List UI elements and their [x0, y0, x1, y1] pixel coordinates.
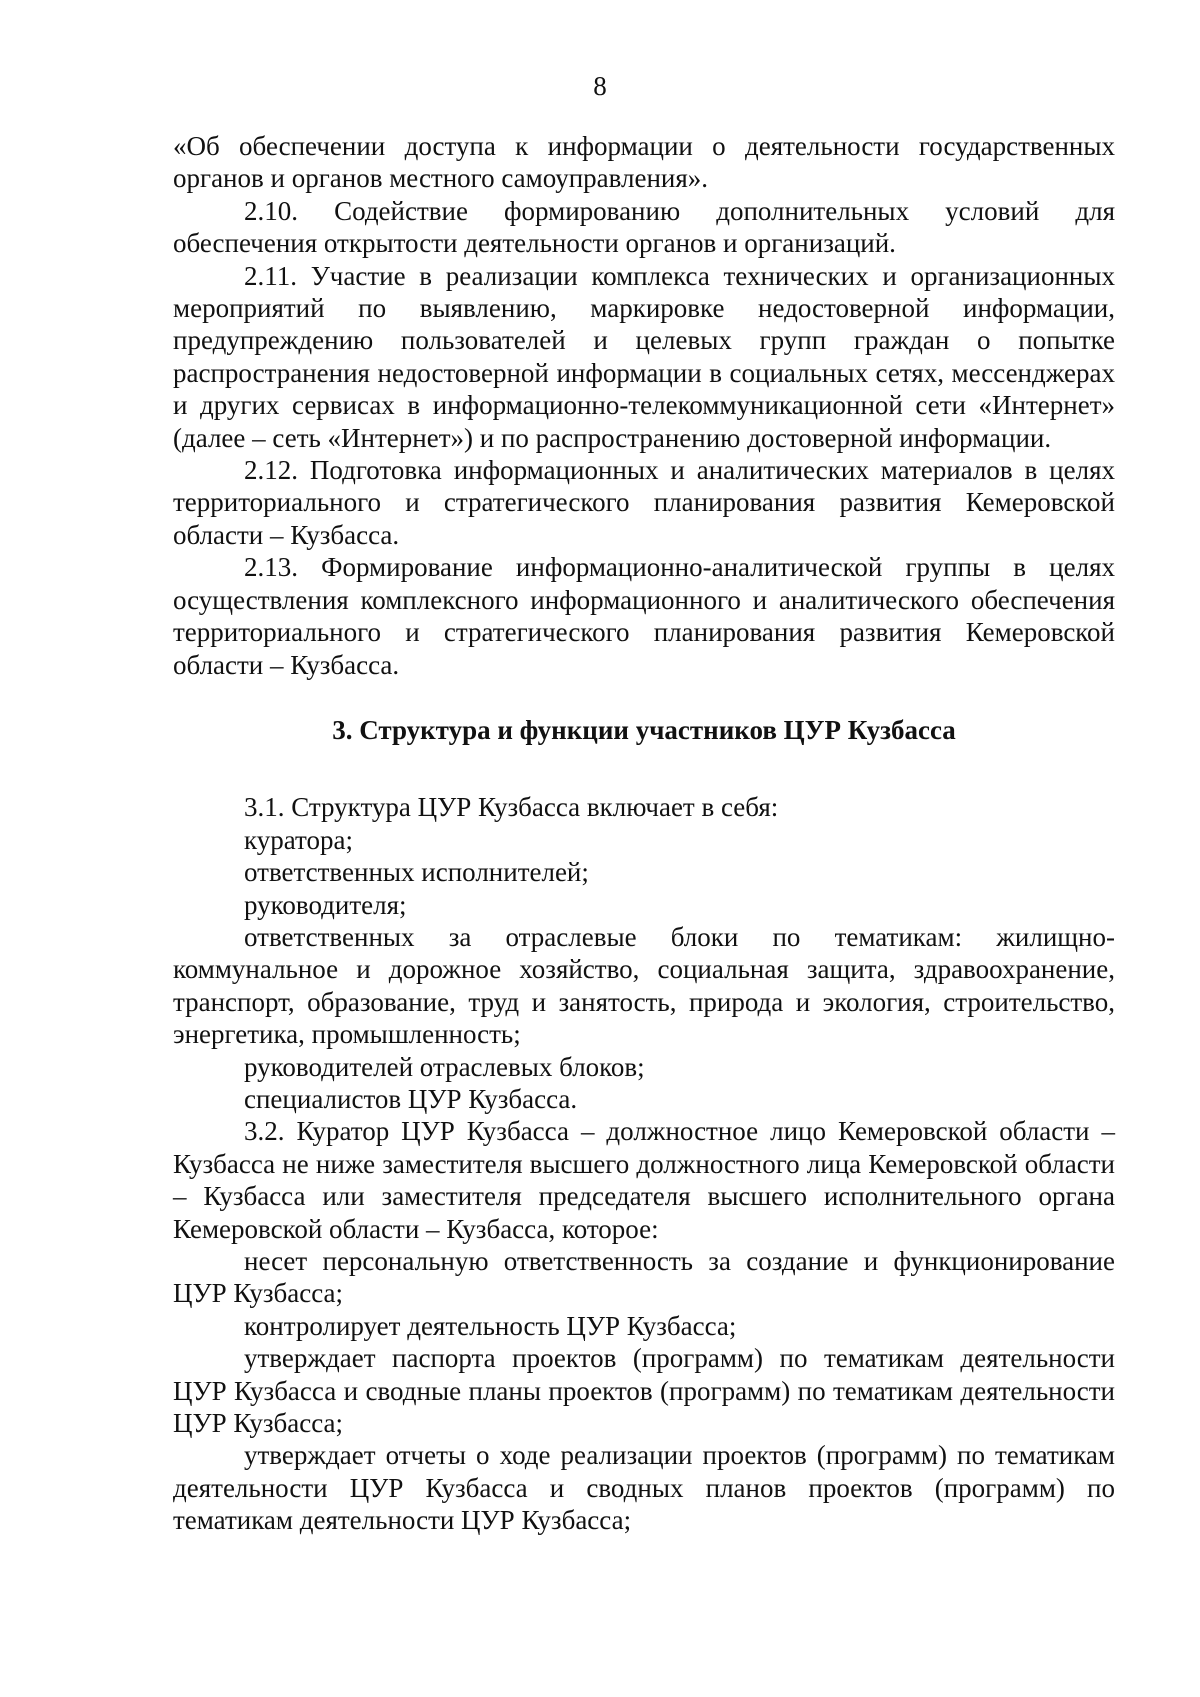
list-item: ответственных исполнителей;: [244, 857, 589, 888]
paragraph: 2.11. Участие в реализации комплекса технических и организационных мероприятий по выявлению, маркировке недостоверной информации, предупреждению пользователей и целевых групп граждан о попытке распространения недостоверной информации в социальных сетях, мессенджерах и других сервисах в информационно-телекоммуникационной сети «Интернет» (далее – сеть «Интернет») и по распространению достоверной информации.: [173, 260, 1115, 453]
paragraph: 2.12. Подготовка информационных и аналитических материалов в целях территориального и стратегического планирования развития Кемеровской области – Кузбасса.: [173, 455, 1115, 550]
list-item: куратора;: [244, 824, 353, 855]
list-item: несет персональную ответственность за создание и функционирование ЦУР Кузбасса;: [173, 1246, 1115, 1309]
list-item: ответственных за отраслевые блоки по тематикам: жилищно-коммунальное и дорожное хозяйство, социальная защита, здравоохранение, транспорт, образование, труд и занятость, природа и экология, строительство, энергетика, промышленность;: [173, 921, 1115, 1050]
section-3-body: [173, 791, 1115, 1536]
section-2-continuation: [173, 130, 1115, 681]
section-heading: 3. Структура и функции участников ЦУР Кузбасса: [332, 714, 956, 745]
paragraph: 3.1. Структура ЦУР Кузбасса включает в себя:: [244, 792, 779, 823]
page-number: 8: [593, 71, 607, 101]
paragraph: «Об обеспечении доступа к информации о деятельности государственных органов и органов местного самоуправления».: [173, 131, 1115, 194]
paragraph: 2.10. Содействие формированию дополнительных условий для обеспечения открытости деятельности органов и организаций.: [173, 195, 1115, 259]
list-item: утверждает паспорта проектов (программ) по тематикам деятельности ЦУР Кузбасса и сводные планы проектов (программ) по тематикам деятельности ЦУР Кузбасса;: [173, 1343, 1115, 1439]
list-item: специалистов ЦУР Кузбасса.: [244, 1083, 578, 1114]
paragraph: 2.13. Формирование информационно-аналитической группы в целях осуществления комплексного информационного и аналитического обеспечения территориального и стратегического планирования развития Кемеровской области – Кузбасса.: [173, 552, 1115, 680]
list-item: контролирует деятельность ЦУР Кузбасса;: [244, 1310, 737, 1341]
paragraph: 3.2. Куратор ЦУР Кузбасса – должностное лицо Кемеровской области – Кузбасса не ниже заместителя высшего должностного лица Кемеровской области – Кузбасса или заместителя председателя высшего исполнительного органа Кемеровской области – Кузбасса, которое:: [173, 1116, 1115, 1244]
list-item: руководителя;: [244, 889, 407, 920]
document-body: [173, 130, 1115, 1537]
heading-spacer: [173, 746, 1115, 791]
list-item: руководителей отраслевых блоков;: [244, 1051, 645, 1082]
list-item: утверждает отчеты о ходе реализации проектов (программ) по тематикам деятельности ЦУР Кузбасса и сводных планов проектов (программ) по тематикам деятельности ЦУР Кузбасса;: [173, 1440, 1115, 1536]
